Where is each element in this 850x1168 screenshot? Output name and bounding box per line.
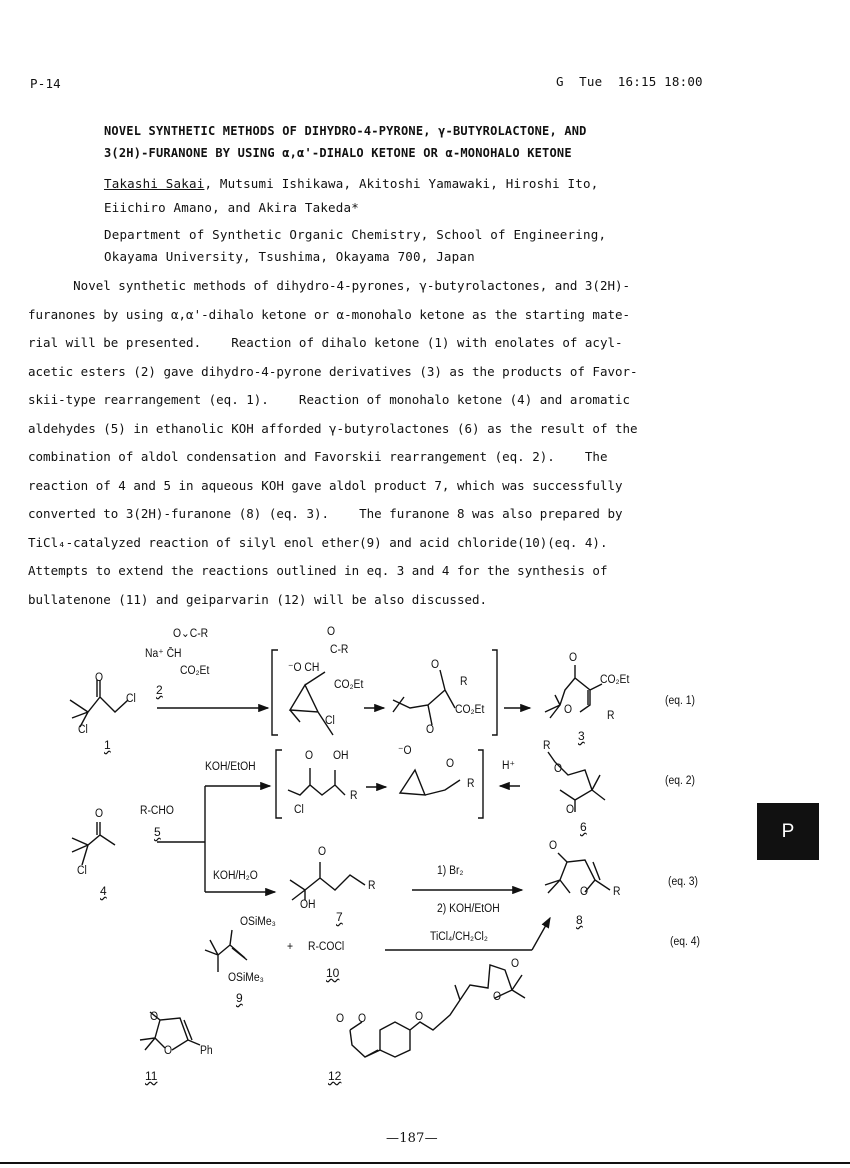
atom-label: O⌄C-R	[173, 628, 209, 640]
section-tab-letter: P	[781, 820, 795, 842]
atom-label: R	[368, 880, 376, 892]
reagent-koh-h2o: KOH/H₂O	[213, 870, 258, 882]
atom-label: O	[554, 763, 563, 775]
atom-label: R	[543, 740, 551, 752]
reagent-koh-etoh: KOH/EtOH	[205, 761, 256, 773]
compound-number-8: 8	[576, 913, 583, 927]
abstract-line: rial will be presented. Reaction of dihalo ketone (1) with enolates of acyl-	[28, 335, 623, 350]
atom-label: Cl	[126, 693, 136, 705]
atom-label: O	[164, 1045, 173, 1057]
atom-label: CO₂Et	[180, 665, 210, 677]
abstract-line: bullatenone (11) and geiparvarin (12) will be also discussed.	[28, 591, 488, 607]
page-number: —187—	[386, 1131, 438, 1146]
session-schedule: G Tue 16:15 18:00	[556, 74, 703, 89]
compound-number-5: 5	[154, 825, 161, 839]
atom-label: C-R	[330, 644, 349, 656]
atom-label: OH	[300, 899, 316, 911]
atom-label: O	[318, 846, 327, 858]
reagent-ticl4: TiCl₄/CH₂Cl₂	[430, 931, 488, 943]
atom-label: O	[358, 1013, 367, 1025]
atom-label: Cl	[78, 724, 88, 736]
atom-label: CO₂Et	[455, 704, 485, 716]
atom-label: R	[467, 778, 475, 790]
authors-line-2: Eiichiro Amano, and Akira Takeda*	[104, 200, 359, 215]
compound-number-6: 6	[580, 820, 587, 834]
compound-number-7: 7	[336, 910, 343, 924]
atom-label: Cl	[294, 804, 304, 816]
title-line-1: NOVEL SYNTHETIC METHODS OF DIHYDRO-4-PYRONE, γ-BUTYROLACTONE, AND	[104, 124, 587, 138]
affiliation-line-2: Okayama University, Tsushima, Okayama 700, Japan	[104, 249, 475, 264]
atom-label: O	[327, 626, 336, 638]
atom-label: R	[607, 710, 615, 722]
presenting-author: Takashi Sakai	[104, 176, 205, 191]
atom-label: OSiMe₃	[240, 916, 276, 928]
plus-sign: +	[287, 941, 294, 953]
atom-label: CO₂Et	[600, 674, 630, 686]
atom-label: O	[511, 958, 520, 970]
atom-label: R	[350, 790, 358, 802]
co-authors: , Mutsumi Ishikawa, Akitoshi Yamawaki, Hiroshi Ito,	[204, 176, 599, 191]
atom-label: O	[566, 804, 575, 816]
atom-label: O	[426, 724, 435, 736]
atom-label: R	[613, 886, 621, 898]
atom-label: Cl	[325, 715, 335, 727]
eq-label-3: (eq. 3)	[668, 876, 698, 888]
eq-label-2: (eq. 2)	[665, 775, 695, 787]
atom-label: OH	[333, 750, 349, 762]
eq-label-4: (eq. 4)	[670, 936, 700, 948]
atom-label: R	[460, 676, 468, 688]
session-code: P-14	[30, 76, 61, 91]
atom-label: CO₂Et	[334, 679, 364, 691]
compound-number-12: 12	[328, 1069, 342, 1083]
abstract-line: reaction of 4 and 5 in aqueous KOH gave aldol product 7, which was successfully	[28, 477, 623, 493]
atom-label: OSiMe₃	[228, 972, 264, 984]
abstract-line: furanones by using α,α'-dihalo ketone or α-monohalo ketone as the starting mate-	[28, 306, 631, 322]
eq-label-1: (eq. 1)	[665, 695, 695, 707]
atom-label: Na⁺ C̄H	[145, 648, 182, 660]
atom-label: O	[431, 659, 440, 671]
section-tab	[757, 803, 819, 860]
atom-label: O	[415, 1011, 424, 1023]
atom-label: O	[446, 758, 455, 770]
atom-label: Ph	[200, 1045, 213, 1057]
abstract-line: Attempts to extend the reactions outlined in eq. 3 and 4 for the synthesis of	[28, 563, 608, 578]
reagent-koh-etoh-2: 2) KOH/EtOH	[437, 903, 500, 915]
atom-label: O	[569, 652, 578, 664]
atom-label: O	[95, 808, 104, 820]
abstract-line: skii-type rearrangement (eq. 1). Reaction of monohalo ketone (4) and aromatic	[28, 392, 631, 407]
atom-label: ⁻O	[398, 745, 412, 757]
abstract-line: combination of aldol condensation and Favorskii rearrangement (eq. 2). The	[28, 449, 608, 464]
atom-label: Cl	[77, 865, 87, 877]
abstract-line: acetic esters (2) gave dihydro-4-pyrone derivatives (3) as the products of Favor-	[28, 363, 638, 379]
compound-number-1: 1	[104, 738, 111, 752]
compound-number-4: 4	[100, 884, 107, 898]
compound-number-3: 3	[578, 729, 585, 743]
atom-label: O	[564, 704, 573, 716]
atom-label: O	[336, 1013, 345, 1025]
bottom-rule	[0, 1162, 850, 1164]
affiliation-line-1: Department of Synthetic Organic Chemistry, School of Engineering,	[104, 227, 607, 242]
reagent-acid-chloride: R-COCl	[308, 941, 345, 953]
title-line-2: 3(2H)-FURANONE BY USING α,α'-DIHALO KETONE OR α-MONOHALO KETONE	[104, 146, 572, 160]
abstract-line: converted to 3(2H)-furanone (8) (eq. 3). The furanone 8 was also prepared by	[28, 506, 623, 521]
atom-label: O	[305, 750, 314, 762]
compound-number-9: 9	[236, 991, 243, 1005]
reagent-br2: 1) Br₂	[437, 865, 464, 877]
abstract-line: TiCl₄-catalyzed reaction of silyl enol ether(9) and acid chloride(10)(eq. 4).	[28, 534, 608, 550]
atom-label: O	[493, 991, 502, 1003]
compound-number-10: 10	[326, 966, 340, 980]
atom-label: O	[549, 840, 558, 852]
compound-number-2: 2	[156, 683, 163, 697]
compound-number-11: 11	[145, 1069, 158, 1083]
atom-label: ⁻O CH	[288, 662, 320, 674]
reagent-aldehyde: R-CHO	[140, 805, 174, 817]
atom-label: O	[580, 886, 589, 898]
atom-label: O	[95, 672, 104, 684]
abstract-line: aldehydes (5) in ethanolic KOH afforded γ-butyrolactones (6) as the result of the	[28, 420, 638, 436]
atom-label: H⁺	[502, 760, 515, 772]
atom-label: O	[150, 1011, 159, 1023]
abstract-line: Novel synthetic methods of dihydro-4-pyrones, γ-butyrolactones, and 3(2H)-	[28, 278, 631, 293]
